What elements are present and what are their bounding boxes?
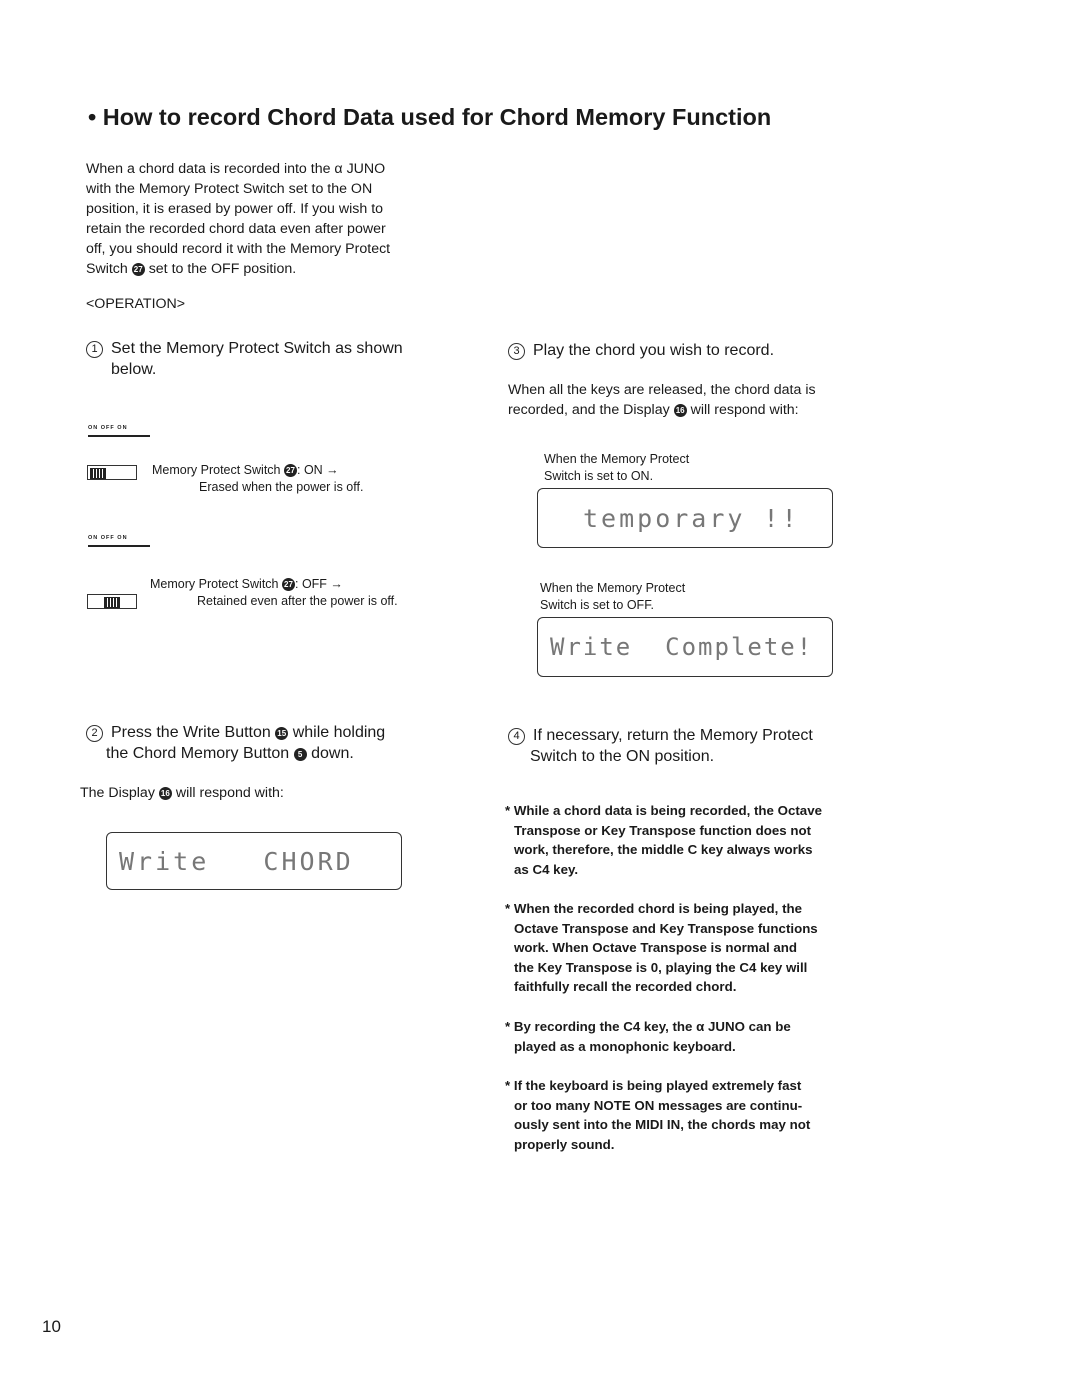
ref-number-icon: 16 <box>159 787 172 800</box>
page-number: 10 <box>42 1317 61 1336</box>
text: When the Memory Protect <box>544 452 690 466</box>
caption-on <box>544 451 689 485</box>
text: Memory Protect Switch <box>152 463 281 477</box>
text: * While a chord data is being recorded, the Octave <box>505 803 822 818</box>
ref-number-icon: 27 <box>284 464 297 477</box>
ref-number-icon: 5 <box>294 748 307 761</box>
text: ously sent into the MIDI IN, the chords may not <box>514 1117 811 1133</box>
text: work, therefore, the middle C key always works <box>514 842 813 858</box>
step-number-icon: 1 <box>86 341 103 358</box>
text: Press the Write Button <box>111 724 271 741</box>
text: down. <box>311 745 354 762</box>
operation-heading: <OPERATION> <box>86 296 186 312</box>
ref-number-icon: 16 <box>674 404 687 417</box>
lcd-display-write-chord: Write CHORD <box>106 832 402 890</box>
intro-line: position, it is erased by power off. If you wish to <box>86 201 384 217</box>
text: set to the OFF position. <box>148 261 297 277</box>
switch-off-diagram <box>87 594 137 609</box>
step-3-body <box>508 380 816 420</box>
switch-knob-icon <box>104 597 120 608</box>
text: Switch is set to ON. <box>544 469 654 483</box>
text: Switch is set to OFF. <box>540 598 654 612</box>
text: Switch <box>86 261 128 277</box>
switch-scale-label: ON OFF ON <box>88 425 150 437</box>
step-number-icon: 4 <box>508 728 525 745</box>
text: The Display <box>80 785 155 801</box>
text: will respond with: <box>690 402 799 418</box>
text: the Key Transpose is 0, playing the C4 key will <box>514 959 808 975</box>
lcd-display-temporary: temporary !! <box>537 488 833 548</box>
intro-line: with the Memory Protect Switch set to the ON <box>86 181 373 197</box>
text: or too many NOTE ON messages are continu- <box>514 1097 803 1113</box>
text: * If the keyboard is being played extremely fast <box>505 1078 802 1093</box>
text: When the Memory Protect <box>540 581 686 595</box>
text: faithfully recall the recorded chord. <box>514 979 737 995</box>
section-title: • How to record Chord Data used for Chord Memory Function <box>88 104 772 130</box>
ref-number-icon: 27 <box>282 578 295 591</box>
text: while holding <box>292 724 386 741</box>
intro-line: retain the recorded chord data even after power <box>86 221 386 237</box>
note-1 <box>505 801 865 879</box>
note-3 <box>505 1017 865 1056</box>
text: Octave Transpose and Key Transpose functions <box>514 920 818 936</box>
step-text: below. <box>111 361 157 378</box>
text: Memory Protect Switch <box>150 577 279 591</box>
text: If necessary, return the Memory Protect <box>533 727 813 744</box>
switch-on-caption <box>152 462 363 496</box>
step-2 <box>86 722 456 764</box>
text: When all the keys are released, the chord data is <box>508 382 816 398</box>
switch-off-caption <box>150 576 398 610</box>
intro-paragraph <box>86 159 446 279</box>
text: Switch to the ON position. <box>530 748 715 765</box>
text: Play the chord you wish to record. <box>533 342 775 359</box>
ref-number-icon: 15 <box>275 727 288 740</box>
text: Erased when the power is off. <box>199 480 364 494</box>
step-number-icon: 3 <box>508 343 525 360</box>
display-respond-text <box>80 783 284 803</box>
switch-scale-label: ON OFF ON <box>88 535 150 547</box>
step-text: Set the Memory Protect Switch as shown <box>111 340 403 357</box>
note-4 <box>505 1076 865 1154</box>
text: the Chord Memory Button <box>106 745 290 762</box>
intro-line: off, you should record it with the Memory Protect <box>86 241 391 257</box>
text: properly sound. <box>514 1136 615 1152</box>
text: * When the recorded chord is being played, the <box>505 901 803 916</box>
text: * By recording the C4 key, the α JUNO can be <box>505 1019 791 1034</box>
text: played as a monophonic keyboard. <box>514 1038 736 1054</box>
switch-on-diagram <box>87 465 137 480</box>
step-number-icon: 2 <box>86 725 103 742</box>
note-2 <box>505 899 865 997</box>
text: will respond with: <box>175 785 284 801</box>
lcd-display-write-complete: Write Complete! <box>537 617 833 677</box>
text: Transpose or Key Transpose function does not <box>514 822 812 838</box>
text: work. When Octave Transpose is normal and <box>514 940 798 956</box>
text: : ON → <box>297 463 339 477</box>
intro-line: When a chord data is recorded into the α JUNO <box>86 161 386 177</box>
caption-off <box>540 580 685 614</box>
text: : OFF → <box>295 577 343 591</box>
switch-knob-icon <box>90 468 106 479</box>
text: as C4 key. <box>514 861 579 877</box>
text: Retained even after the power is off. <box>197 594 398 608</box>
intro-line <box>86 259 446 279</box>
step-3 <box>508 340 774 361</box>
text: recorded, and the Display <box>508 402 670 418</box>
step-1 <box>86 338 456 380</box>
step-4 <box>508 725 878 767</box>
ref-number-icon: 27 <box>132 263 145 276</box>
